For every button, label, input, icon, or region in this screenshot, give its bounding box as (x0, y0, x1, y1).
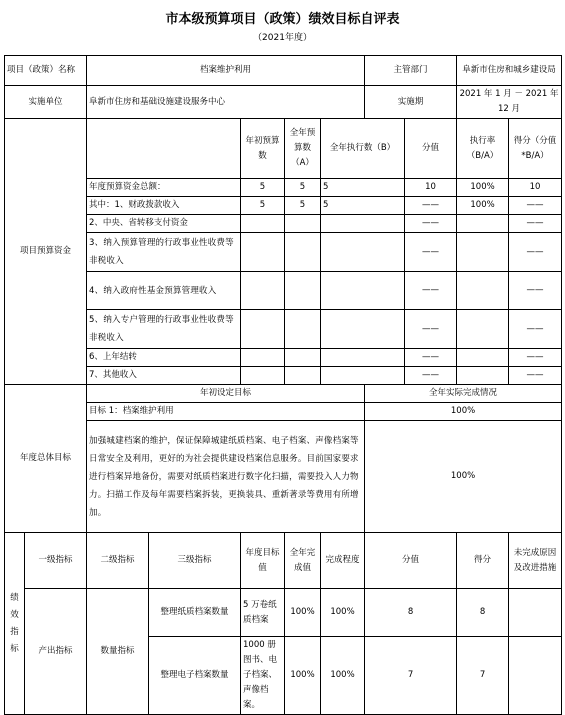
budget-row-rate (457, 215, 509, 233)
budget-row-initial (241, 215, 285, 233)
perf-row-completion: 100% (321, 589, 365, 637)
budget-row-execution (321, 233, 405, 272)
budget-row-points: —— (509, 233, 562, 272)
perf-row-reason (509, 637, 562, 715)
perf-header-level3: 三级指标 (149, 533, 241, 589)
perf-level1-value: 产出指标 (25, 589, 87, 715)
budget-row-annual (285, 310, 321, 349)
unit-label: 实施单位 (5, 86, 87, 119)
perf-row-level3: 整理纸质档案数量 (149, 589, 241, 637)
budget-row-execution: 5 (321, 179, 405, 197)
unit-value: 阜新市住房和基础设施建设服务中心 (87, 86, 365, 119)
perf-level2-value: 数量指标 (87, 589, 149, 715)
budget-row-label: 7、其他收入 (87, 367, 241, 385)
budget-row-execution (321, 272, 405, 310)
budget-row-initial (241, 233, 285, 272)
goal-description-actual: 100% (365, 421, 562, 533)
perf-header-level2: 二级指标 (87, 533, 149, 589)
budget-row-label: 4、纳入政府性基金预算管理收入 (87, 272, 241, 310)
budget-row-score: —— (405, 215, 457, 233)
perf-row-completion: 100% (321, 637, 365, 715)
budget-row (5, 197, 562, 215)
budget-row-points: —— (509, 272, 562, 310)
goals-actual-header: 全年实际完成情况 (365, 385, 562, 403)
budget-row-rate: 100% (457, 197, 509, 215)
budget-row-score: —— (405, 272, 457, 310)
budget-row-rate (457, 310, 509, 349)
goals-planned-header: 年初设定目标 (87, 385, 365, 403)
perf-header-completion: 完成程度 (321, 533, 365, 589)
perf-header-points: 得分 (457, 533, 509, 589)
project-name-label: 项目（政策）名称 (5, 56, 87, 86)
perf-row-score: 8 (365, 589, 457, 637)
budget-row-points: —— (509, 310, 562, 349)
budget-row (5, 179, 562, 197)
budget-row-annual: 5 (285, 179, 321, 197)
page-subtitle-year: （2021年度） (253, 33, 312, 43)
budget-section-label: 项目预算资金 (5, 119, 87, 385)
budget-row-score: —— (405, 197, 457, 215)
budget-row-points: —— (509, 197, 562, 215)
perf-row-actual: 100% (285, 589, 321, 637)
performance-section-label: 绩效指标 (5, 533, 25, 715)
budget-row-annual (285, 215, 321, 233)
budget-row-annual (285, 233, 321, 272)
period-value: 2021 年 1 月 － 2021 年 12 月 (457, 86, 562, 119)
budget-row (5, 349, 562, 367)
goal1-actual: 100% (365, 403, 562, 421)
budget-row-points: —— (509, 349, 562, 367)
budget-row-label: 2、中央、省转移支付资金 (87, 215, 241, 233)
budget-header-rate: 执行率（B/A） (457, 119, 509, 179)
budget-row (5, 310, 562, 349)
budget-row-rate (457, 272, 509, 310)
budget-row-score: —— (405, 310, 457, 349)
budget-row-label: 5、纳入专户管理的行政事业性收费等非税收入 (87, 310, 241, 349)
perf-row-reason (509, 589, 562, 637)
budget-row-rate (457, 349, 509, 367)
budget-row-label: 年度预算资金总额： (87, 179, 241, 197)
budget-header-points: 得分（分值*B/A） (509, 119, 562, 179)
budget-row-execution: 5 (321, 197, 405, 215)
budget-row-annual (285, 367, 321, 385)
budget-row-rate (457, 367, 509, 385)
budget-row-execution (321, 215, 405, 233)
budget-header-score: 分值 (405, 119, 457, 179)
budget-row-label: 6、上年结转 (87, 349, 241, 367)
budget-header-annual: 全年预算数（A） (285, 119, 321, 179)
perf-row-target: 1000 册图书、电子档案、声像档案。 (241, 637, 285, 715)
budget-row-initial: 5 (241, 197, 285, 215)
budget-header-blank (87, 119, 241, 179)
budget-row-execution (321, 349, 405, 367)
budget-row-annual: 5 (285, 197, 321, 215)
period-label: 实施期 (365, 86, 457, 119)
dept-value: 阜新市住房和城乡建设局 (457, 56, 562, 86)
budget-row-initial (241, 272, 285, 310)
budget-row-score: 10 (405, 179, 457, 197)
budget-row-points: —— (509, 215, 562, 233)
perf-header-level1: 一级指标 (25, 533, 87, 589)
perf-row-points: 7 (457, 637, 509, 715)
budget-row-initial (241, 367, 285, 385)
perf-header-score: 分值 (365, 533, 457, 589)
perf-row-actual: 100% (285, 637, 321, 715)
perf-header-reason: 未完成原因及改进措施 (509, 533, 562, 589)
budget-header-execution: 全年执行数（B） (321, 119, 405, 179)
perf-row-score: 7 (365, 637, 457, 715)
budget-row-annual (285, 349, 321, 367)
evaluation-table (4, 55, 562, 715)
budget-row-initial: 5 (241, 179, 285, 197)
budget-row (5, 233, 562, 272)
goal-description: 加强城建档案的维护，保证保障城建纸质档案、电子档案、声像档案等日常安全及利用，更好的为社会提供建设档案信息服务。目前国家要求进行档案异地备份，需要对纸质档案进行数字化扫描，需要投入人力物力。扫描工作及每年需要档案拆装，更换装具、重新著录等费用有所增加。 (87, 421, 365, 533)
budget-row (5, 215, 562, 233)
perf-row (5, 589, 562, 637)
perf-header-actual: 全年完成值 (285, 533, 321, 589)
project-name-value: 档案维护利用 (87, 56, 365, 86)
budget-row-score: —— (405, 233, 457, 272)
budget-row (5, 272, 562, 310)
goal1-label: 目标 1：档案维护利用 (87, 403, 365, 421)
budget-row-rate (457, 233, 509, 272)
budget-row-initial (241, 349, 285, 367)
budget-row-label: 3、纳入预算管理的行政事业性收费等非税收入 (87, 233, 241, 272)
perf-row-target: 5 万卷纸质档案 (241, 589, 285, 637)
budget-row-execution (321, 310, 405, 349)
budget-row-points: 10 (509, 179, 562, 197)
perf-header-target: 年度目标值 (241, 533, 285, 589)
budget-row-execution (321, 367, 405, 385)
budget-row-initial (241, 310, 285, 349)
budget-header-initial: 年初预算数 (241, 119, 285, 179)
budget-row-points: —— (509, 367, 562, 385)
page-title: 市本级预算项目（政策）绩效目标自评表 (165, 12, 400, 27)
budget-row-score: —— (405, 349, 457, 367)
dept-label: 主管部门 (365, 56, 457, 86)
goals-section-label: 年度总体目标 (5, 385, 87, 533)
perf-row-level3: 整理电子档案数量 (149, 637, 241, 715)
budget-row-label: 其中：1、财政拨款收入 (87, 197, 241, 215)
budget-row-score: —— (405, 367, 457, 385)
budget-row-rate: 100% (457, 179, 509, 197)
budget-row (5, 367, 562, 385)
budget-row-annual (285, 272, 321, 310)
perf-row-points: 8 (457, 589, 509, 637)
